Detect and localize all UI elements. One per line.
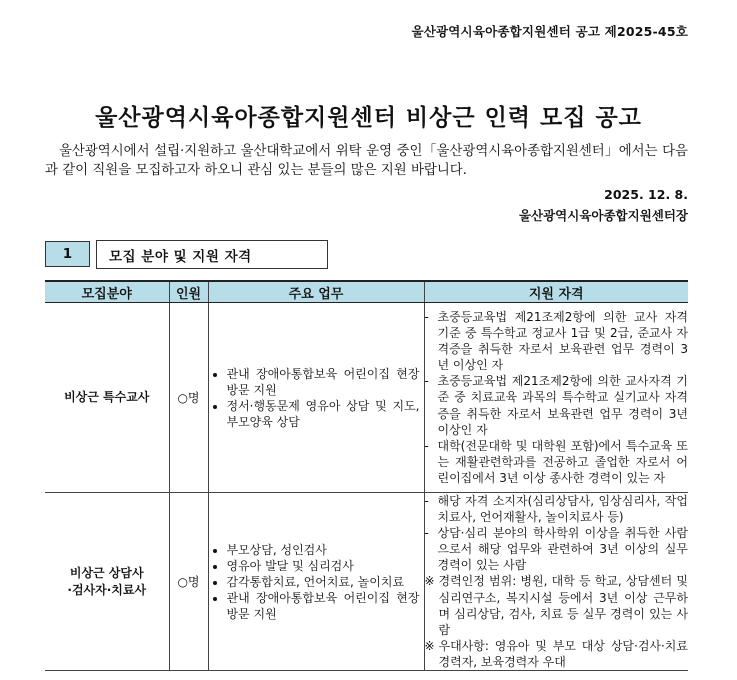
notice-number: 울산광역시육아종합지원센터 공고 제2025-45호 — [411, 24, 688, 39]
qualification-text: 상담·심리 분야의 학사학위 이상을 취득한 사람으로서 해당 업무와 관련하여 3년 이상의 실무경력이 있는 사람 — [437, 526, 688, 573]
intro-paragraph — [45, 142, 688, 180]
table-header-row — [45, 281, 688, 303]
qualification-item — [425, 525, 689, 573]
duty-item: • 정서·행동문제 영유아 상담 및 지도, 부모양육 상담 — [227, 398, 420, 430]
row-qualifications — [424, 493, 688, 671]
duty-item: • 영유아 발달 및 심리검사 — [227, 558, 420, 574]
header-field: 모집분야 — [45, 281, 169, 303]
bullet-marker: - — [424, 374, 429, 389]
table-row — [45, 493, 688, 671]
intro-text: 울산광역시에서 설립·지원하고 울산대학교에서 위탁 운영 중인「울산광역시육아종합지원센터」에서는 다음과 같이 직원을 모집하고자 하오니 관심 있는 분들의 많은 지원 바랍니다. — [45, 144, 688, 178]
bullet-marker: - — [424, 438, 429, 453]
row-count: ○명 — [169, 303, 208, 493]
duty-item: • 관내 장애아통합보육 어린이집 현장방문 지원 — [227, 366, 420, 398]
section-number: 1 — [45, 241, 90, 267]
qualification-text: 우대사항: 영유아 및 부모 대상 상담·검사·치료 경력자, 보육경력자 우대 — [438, 638, 688, 669]
recruitment-table — [45, 280, 688, 671]
note-marker: ※ — [424, 574, 435, 589]
row-field: 비상근 특수교사 — [45, 303, 169, 493]
bullet-marker: - — [424, 526, 429, 541]
duty-item: • 관내 장애아통합보육 어린이집 현장방문 지원 — [227, 590, 420, 622]
row-duties — [208, 303, 424, 493]
bullet-marker: - — [424, 309, 429, 324]
qualification-item — [425, 573, 689, 637]
page-title: 울산광역시육아종합지원센터 비상근 인력 모집 공고 — [95, 105, 642, 131]
qualification-text: 해당 자격 소지자(심리상담사, 임상심리사, 작업치료사, 언어재활사, 놀이치료사 등) — [437, 494, 688, 525]
row-qualifications — [424, 303, 688, 493]
qualification-item — [425, 638, 689, 670]
duty-item: • 감각통합치료, 언어치료, 놀이치료 — [227, 574, 420, 590]
header-count: 인원 — [169, 281, 208, 303]
row-field-line: ·검사자·치료사 — [67, 582, 147, 597]
duty-item: • 부모상담, 성인검사 — [227, 542, 420, 558]
qualification-text: 초중등교육법 제21조제2항에 의한 교사자격 기준 중 치료교육 과목의 특수학교 실기교사 자격증을 취득한 자로서 보육관련 업무 경력이 3년 이상인 자 — [437, 374, 688, 437]
qualification-item — [425, 438, 689, 486]
row-field-line: 비상근 상담사 — [69, 565, 144, 580]
qualification-text: 대학(전문대학 및 대학원 포함)에서 특수교육 또는 재활관련학과를 전공하고 졸업한 자로서 어린이집에서 3년 이상 종사한 경력이 있는 자 — [437, 438, 688, 485]
section-title: 모집 분야 및 지원 자격 — [96, 240, 328, 269]
signer: 울산광역시육아종합지원센터장 — [518, 208, 688, 223]
bullet-marker: - — [424, 494, 429, 508]
qualification-item — [425, 493, 689, 525]
qualification-text: 초중등교육법 제21조제2항에 의한 교사 자격 기준 중 특수학교 정교사 1급 및 2급, 준교사 자격증을 취득한 자로서 보육관련 업무 경력이 3년 이상인 자 — [437, 309, 688, 373]
qualification-item — [425, 373, 689, 437]
notice-date: 2025. 12. 8. — [604, 187, 688, 202]
row-count: ○명 — [169, 493, 208, 671]
note-marker: ※ — [424, 638, 435, 653]
table-row — [45, 303, 688, 493]
row-field — [45, 493, 169, 671]
qualification-item — [425, 309, 689, 373]
qualification-text: 경력인정 범위: 병원, 대학 등 학교, 상담센터 및 심리연구소, 복지시설 등에서 3년 이상 근무하며 심리상담, 검사, 치료 등 실무 경력이 있는 사람 — [438, 574, 688, 637]
row-duties — [208, 493, 424, 671]
header-qualifications: 지원 자격 — [424, 281, 688, 303]
header-duties: 주요 업무 — [208, 281, 424, 303]
